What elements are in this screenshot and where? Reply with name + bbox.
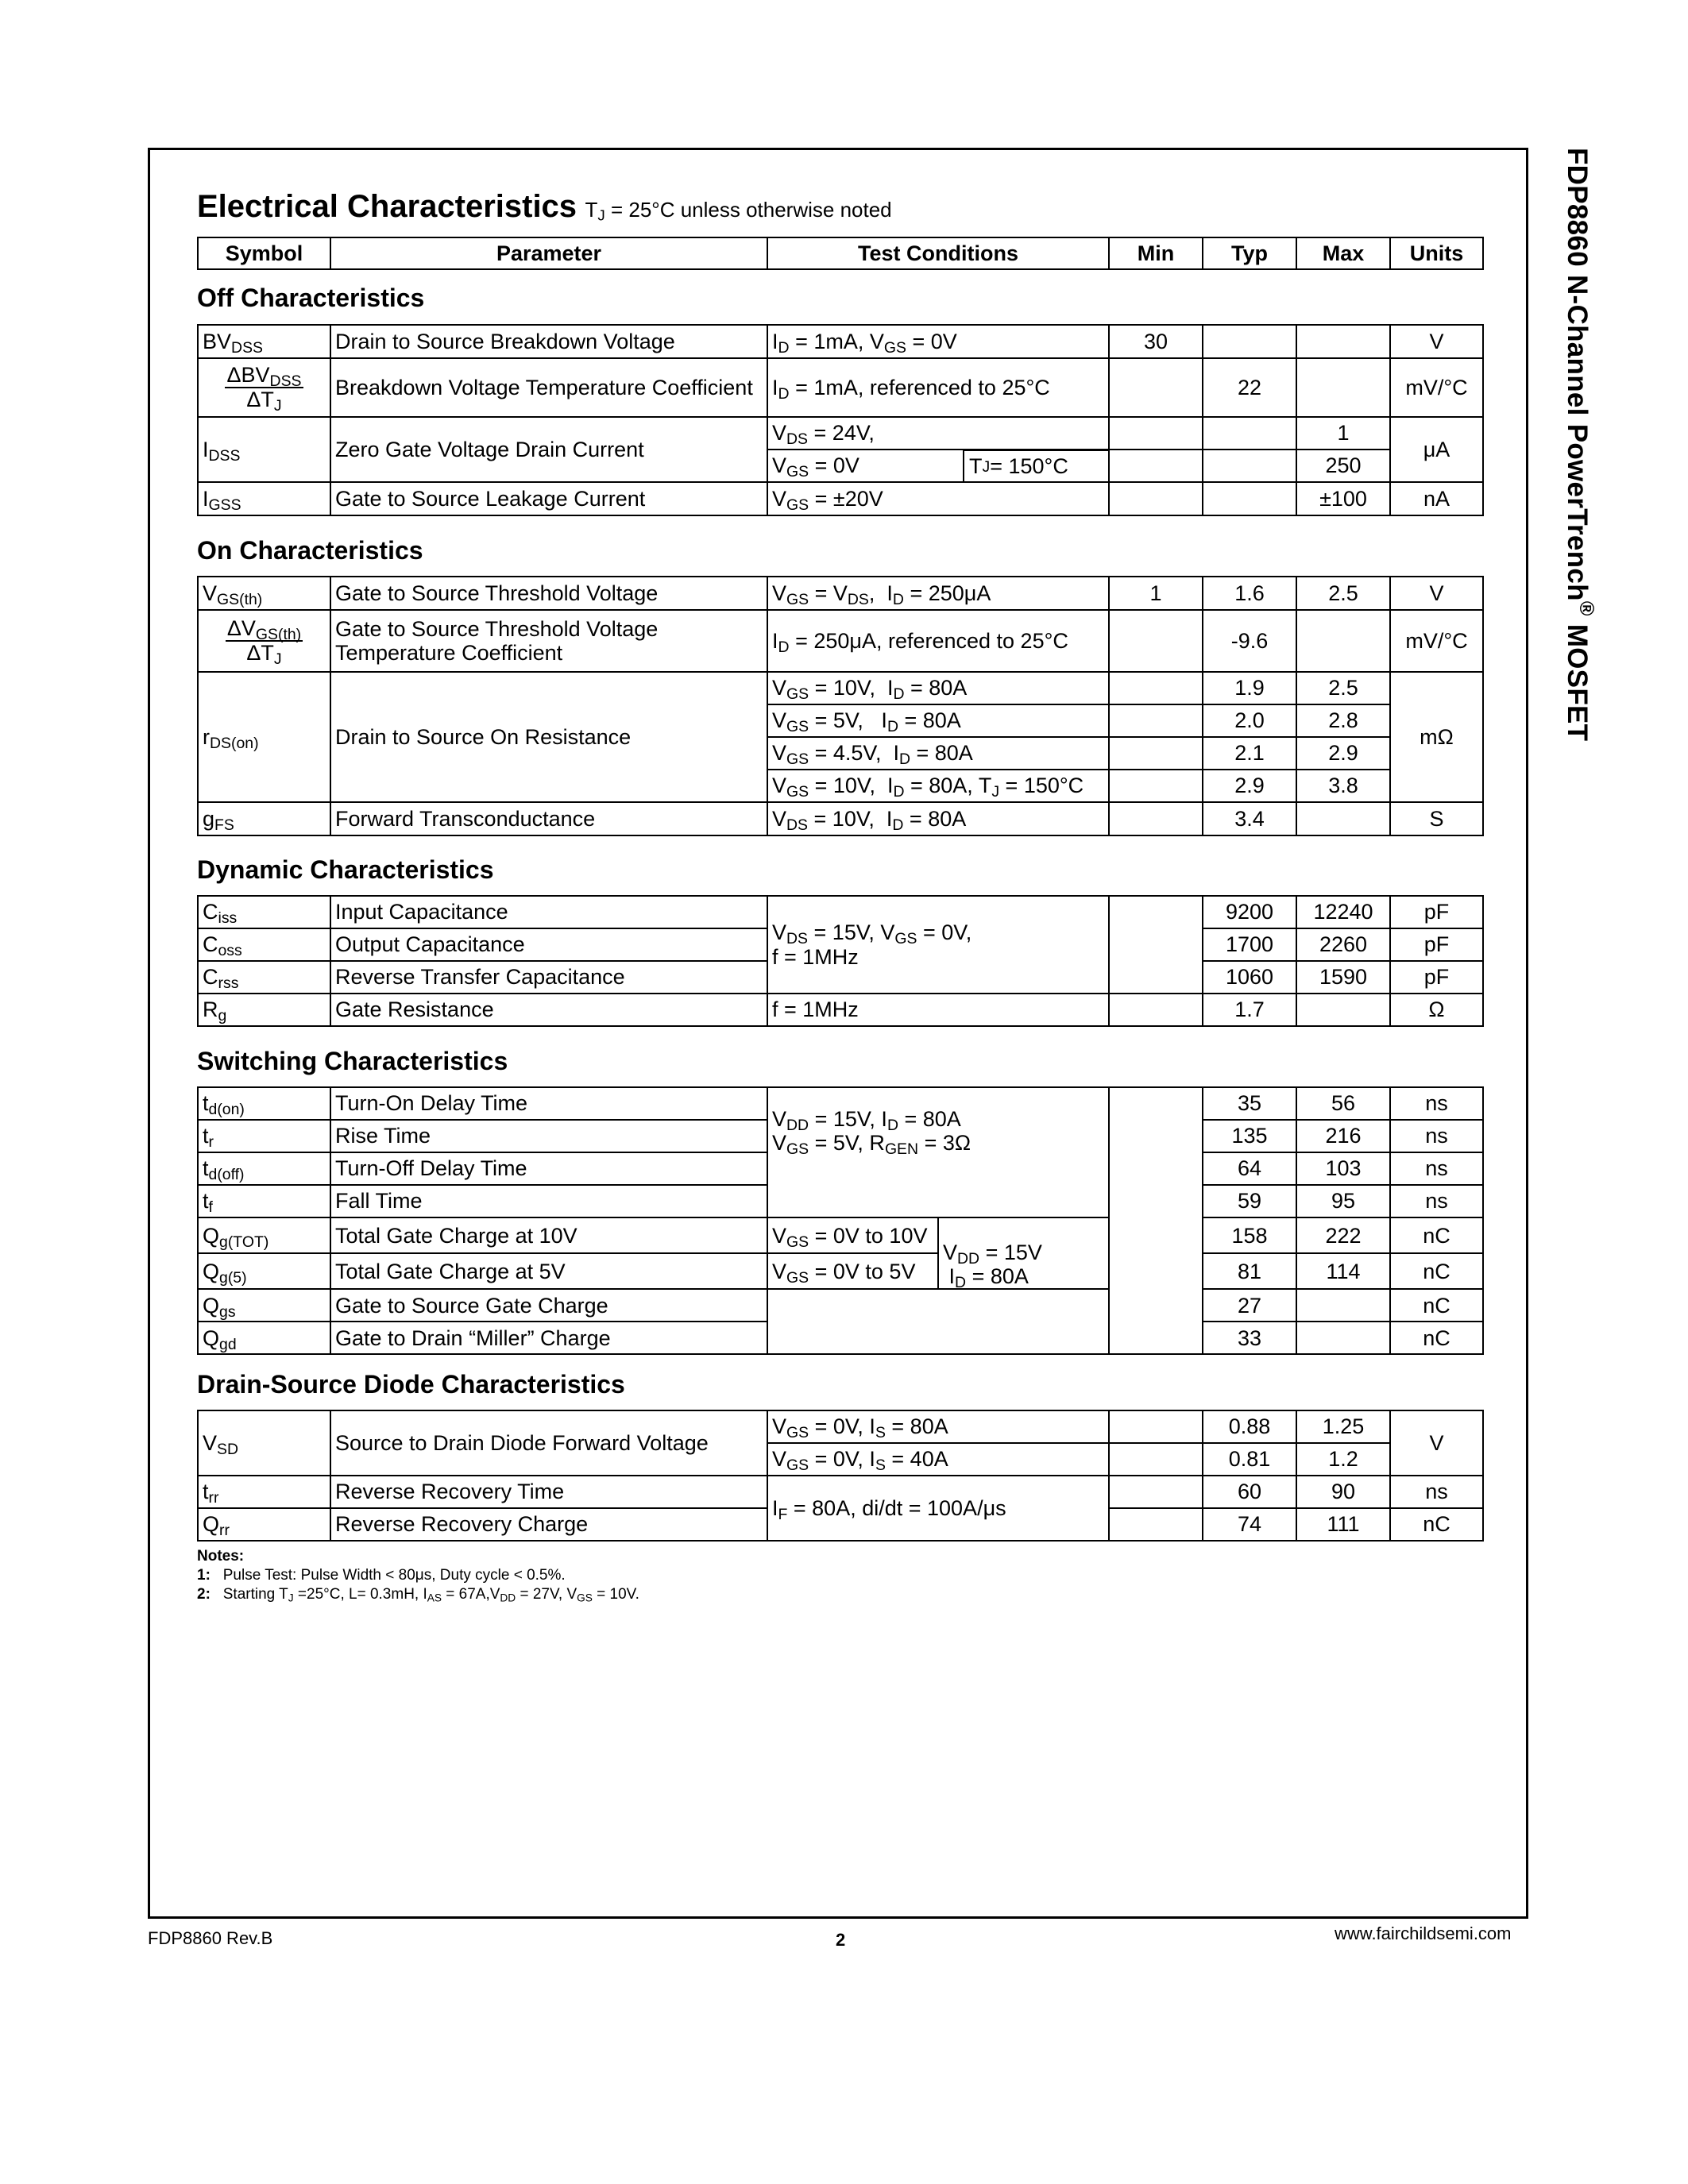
symbol-rdson: $r_{DS(on)}$ <box>198 672 330 802</box>
cond-qgtot: $V_{GS} = 0V$ to 10V <box>767 1217 938 1253</box>
param-crss: Reverse Transfer Capacitance <box>330 961 767 994</box>
symbol-tdon: $t_{d(on)}$ <box>198 1087 330 1120</box>
typ-qgd: 33 <box>1203 1322 1296 1354</box>
typ-tdoff: 64 <box>1203 1152 1296 1185</box>
min-rdson-2 <box>1109 704 1203 737</box>
max-qgd <box>1296 1322 1390 1354</box>
table-row <box>198 482 1483 515</box>
cond-idss-b-tj: T J = 150°C <box>963 450 1108 482</box>
max-qgs <box>1296 1289 1390 1322</box>
max-tdoff: 103 <box>1296 1152 1390 1185</box>
symbol-vgsth: $V_{GS(th)}$ <box>198 577 330 610</box>
units-coss: pF <box>1390 928 1483 961</box>
max-rdson-2: 2.8 <box>1296 704 1390 737</box>
section-diode-title: Drain-Source Diode Characteristics <box>197 1370 625 1399</box>
units-vgsth: V <box>1390 577 1483 610</box>
param-qgd: Gate to Drain “Miller” Charge <box>330 1322 767 1354</box>
param-coss: Output Capacitance <box>330 928 767 961</box>
max-gfs <box>1296 802 1390 835</box>
param-trr: Reverse Recovery Time <box>330 1476 767 1508</box>
units-idss: μA <box>1390 417 1483 482</box>
units-gfs: S <box>1390 802 1483 835</box>
note-item <box>197 1566 639 1585</box>
table-row <box>198 802 1483 835</box>
units-qgs: nC <box>1390 1289 1483 1322</box>
max-tr: 216 <box>1296 1120 1390 1152</box>
symbol-qg5: $Q_{g(5)}$ <box>198 1253 330 1289</box>
max-rdson-3: 2.9 <box>1296 737 1390 770</box>
max-ciss: 12240 <box>1296 896 1390 928</box>
max-trr: 90 <box>1296 1476 1390 1508</box>
max-vsd-2: 1.2 <box>1296 1443 1390 1476</box>
max-qg5: 114 <box>1296 1253 1390 1289</box>
col-max: Max <box>1296 237 1390 269</box>
max-crss: 1590 <box>1296 961 1390 994</box>
symbol-crss: $C_{rss}$ <box>198 961 330 994</box>
side-title-text: FDP8860 N-Channel PowerTrench® MOSFET <box>1562 148 1598 742</box>
units-crss: pF <box>1390 961 1483 994</box>
symbol-qgd: $Q_{gd}$ <box>198 1322 330 1354</box>
typ-vsd-2: 0.81 <box>1203 1443 1296 1476</box>
cond-dvgsth: $I_D = 250\mu A$, referenced to 25°C <box>767 610 1109 672</box>
symbol-rg: $R_g$ <box>198 994 330 1026</box>
section-switching-title: Switching Characteristics <box>197 1047 508 1075</box>
param-bvdss: Drain to Source Breakdown Voltage <box>330 325 767 358</box>
typ-idss-b <box>1203 450 1296 482</box>
table-row <box>198 1087 1483 1120</box>
param-qg5: Total Gate Charge at 5V <box>330 1253 767 1289</box>
cond-capacitance: $V_{DS} = 15V$, $V_{GS} = 0V$, f = 1MHz <box>767 896 1109 994</box>
min-bvdss: 30 <box>1109 325 1203 358</box>
note-text: Pulse Test: Pulse Width < 80μs, Duty cycle < 0.5%. <box>222 1567 566 1584</box>
symbol-tr: $t_r$ <box>198 1120 330 1152</box>
typ-vsd-1: 0.88 <box>1203 1410 1296 1443</box>
cond-rdson-1: $V_{GS} = 10V$, $I_D = 80A$ <box>767 672 1109 704</box>
table-row <box>198 610 1483 672</box>
dynamic-table <box>197 895 1484 1027</box>
units-tdoff: ns <box>1390 1152 1483 1185</box>
min-gfs <box>1109 802 1203 835</box>
units-qg5: nC <box>1390 1253 1483 1289</box>
switching-table <box>197 1086 1484 1355</box>
typ-qrr: 74 <box>1203 1508 1296 1541</box>
units-dbvdss: mV/°C <box>1390 358 1483 417</box>
param-rg: Gate Resistance <box>330 994 767 1026</box>
typ-rdson-1: 1.9 <box>1203 672 1296 704</box>
table-row <box>198 417 1483 450</box>
off-table <box>197 324 1484 516</box>
max-tdon: 56 <box>1296 1087 1390 1120</box>
param-qgs: Gate to Source Gate Charge <box>330 1289 767 1322</box>
typ-rdson-4: 2.9 <box>1203 770 1296 802</box>
cond-idss-b-vgs: $V_{GS} = 0V$ <box>772 453 859 481</box>
typ-dbvdss: 22 <box>1203 358 1296 417</box>
units-tr: ns <box>1390 1120 1483 1152</box>
cond-charge-empty <box>767 1289 1109 1354</box>
table-row <box>198 358 1483 417</box>
typ-gfs: 3.4 <box>1203 802 1296 835</box>
symbol-vsd: $V_{SD}$ <box>198 1410 330 1476</box>
col-typ: Typ <box>1203 237 1296 269</box>
min-vsd-2 <box>1109 1443 1203 1476</box>
max-tf: 95 <box>1296 1185 1390 1217</box>
max-rdson-1: 2.5 <box>1296 672 1390 704</box>
symbol-igss: $I_{GSS}$ <box>198 482 330 515</box>
col-parameter: Parameter <box>330 237 767 269</box>
typ-tdon: 35 <box>1203 1087 1296 1120</box>
min-capacitance <box>1109 896 1203 994</box>
cond-vsd-2: $V_{GS} = 0V$, $I_S = 40A$ <box>767 1443 1109 1476</box>
param-igss: Gate to Source Leakage Current <box>330 482 767 515</box>
max-rdson-4: 3.8 <box>1296 770 1390 802</box>
cond-idss-b <box>767 450 1109 482</box>
cond-timing: $V_{DD} = 15V$, $I_D = 80A$ $V_{GS} = 5V$, $R_{GEN} = 3\Omega$ <box>767 1087 1109 1217</box>
typ-tr: 135 <box>1203 1120 1296 1152</box>
max-bvdss <box>1296 325 1390 358</box>
symbol-tf: $t_f$ <box>198 1185 330 1217</box>
cond-vgsth: $V_{GS} = V_{DS}$, $I_D = 250\mu A$ <box>767 577 1109 610</box>
notes-title: Notes: <box>197 1548 245 1565</box>
typ-rdson-2: 2.0 <box>1203 704 1296 737</box>
param-dbvdss: Breakdown Voltage Temperature Coefficient <box>330 358 767 417</box>
main-heading <box>197 189 892 225</box>
units-igss: nA <box>1390 482 1483 515</box>
column-header-table <box>197 237 1484 270</box>
typ-trr: 60 <box>1203 1476 1296 1508</box>
symbol-qgs: $Q_{gs}$ <box>198 1289 330 1322</box>
units-bvdss: V <box>1390 325 1483 358</box>
units-qgtot: nC <box>1390 1217 1483 1253</box>
param-vgsth: Gate to Source Threshold Voltage <box>330 577 767 610</box>
min-rg <box>1109 994 1203 1026</box>
table-row <box>198 896 1483 928</box>
heading-condition: $T_J = 25^\circ C$ unless otherwise noted <box>585 198 892 224</box>
registered-mark: ® <box>1575 600 1598 616</box>
typ-crss: 1060 <box>1203 961 1296 994</box>
col-min: Min <box>1109 237 1203 269</box>
col-conditions: Test Conditions <box>767 237 1109 269</box>
min-rdson-1 <box>1109 672 1203 704</box>
units-trr: ns <box>1390 1476 1483 1508</box>
cond-gfs: $V_{DS} = 10V$, $I_D = 80A$ <box>767 802 1109 835</box>
typ-tf: 59 <box>1203 1185 1296 1217</box>
max-dvgsth <box>1296 610 1390 672</box>
min-dbvdss <box>1109 358 1203 417</box>
param-gfs: Forward Transconductance <box>330 802 767 835</box>
footer-revision: FDP8860 Rev.B <box>148 1928 273 1948</box>
typ-bvdss <box>1203 325 1296 358</box>
max-dbvdss <box>1296 358 1390 417</box>
units-vsd: V <box>1390 1410 1483 1476</box>
symbol-tdoff: $t_{d(off)}$ <box>198 1152 330 1185</box>
typ-coss: 1700 <box>1203 928 1296 961</box>
units-tdon: ns <box>1390 1087 1483 1120</box>
units-dvgsth: mV/°C <box>1390 610 1483 672</box>
typ-rg: 1.7 <box>1203 994 1296 1026</box>
typ-vgsth: 1.6 <box>1203 577 1296 610</box>
heading-title: Electrical Characteristics <box>197 189 577 224</box>
col-symbol: Symbol <box>198 237 330 269</box>
on-table <box>197 576 1484 836</box>
table-row <box>198 325 1483 358</box>
max-idss-a: 1 <box>1296 417 1390 450</box>
symbol-trr: $t_{rr}$ <box>198 1476 330 1508</box>
section-dynamic-title: Dynamic Characteristics <box>197 855 494 884</box>
column-header-row <box>198 237 1483 269</box>
max-rg <box>1296 994 1390 1026</box>
footer-page-number: 2 <box>836 1930 846 1950</box>
param-idss: Zero Gate Voltage Drain Current <box>330 417 767 482</box>
min-igss <box>1109 482 1203 515</box>
max-igss: ±100 <box>1296 482 1390 515</box>
min-rdson-3 <box>1109 737 1203 770</box>
typ-qg5: 81 <box>1203 1253 1296 1289</box>
param-dvgsth: Gate to Source Threshold Voltage Temperature Coefficient <box>330 610 767 672</box>
typ-ciss: 9200 <box>1203 896 1296 928</box>
symbol-bvdss: $BV_{DSS}$ <box>198 325 330 358</box>
cond-charge: $V_{DD} = 15V$ $I_D = 80A$ <box>938 1217 1109 1289</box>
note-number: 2: <box>197 1586 211 1603</box>
symbol-ciss: $C_{iss}$ <box>198 896 330 928</box>
section-off-title: Off Characteristics <box>197 284 425 312</box>
cond-rdson-3: $V_{GS} = 4.5V$, $I_D = 80A$ <box>767 737 1109 770</box>
min-idss-a <box>1109 417 1203 450</box>
table-row <box>198 1410 1483 1443</box>
cond-igss: $V_{GS} = \pm 20V$ <box>767 482 1109 515</box>
typ-idss-a <box>1203 417 1296 450</box>
symbol-dvgsth: $\frac{\Delta V_{GS(th)}}{\Delta T_J}$ <box>198 610 330 672</box>
diode-table <box>197 1410 1484 1542</box>
max-vsd-1: 1.25 <box>1296 1410 1390 1443</box>
min-idss-b <box>1109 450 1203 482</box>
param-ciss: Input Capacitance <box>330 896 767 928</box>
max-qgtot: 222 <box>1296 1217 1390 1253</box>
max-vgsth: 2.5 <box>1296 577 1390 610</box>
max-idss-b: 250 <box>1296 450 1390 482</box>
min-qrr <box>1109 1508 1203 1541</box>
table-row <box>198 672 1483 704</box>
symbol-qgtot: $Q_{g(TOT)}$ <box>198 1217 330 1253</box>
col-units: Units <box>1390 237 1483 269</box>
min-vgsth: 1 <box>1109 577 1203 610</box>
max-qrr: 111 <box>1296 1508 1390 1541</box>
typ-rdson-3: 2.1 <box>1203 737 1296 770</box>
units-qgd: nC <box>1390 1322 1483 1354</box>
cond-dbvdss: $I_D = 1mA$, referenced to 25°C <box>767 358 1109 417</box>
units-tf: ns <box>1390 1185 1483 1217</box>
typ-dvgsth: -9.6 <box>1203 610 1296 672</box>
param-rdson: Drain to Source On Resistance <box>330 672 767 802</box>
param-qgtot: Total Gate Charge at 10V <box>330 1217 767 1253</box>
units-ciss: pF <box>1390 896 1483 928</box>
note-item <box>197 1585 639 1604</box>
min-vsd-1 <box>1109 1410 1203 1443</box>
table-row <box>198 577 1483 610</box>
units-qrr: nC <box>1390 1508 1483 1541</box>
typ-igss <box>1203 482 1296 515</box>
param-qrr: Reverse Recovery Charge <box>330 1508 767 1541</box>
notes <box>197 1547 639 1604</box>
cond-rg: f = 1MHz <box>767 994 1109 1026</box>
min-trr <box>1109 1476 1203 1508</box>
symbol-qrr: $Q_{rr}$ <box>198 1508 330 1541</box>
cond-idss-a: $V_{DS} = 24V$, <box>767 417 1109 450</box>
cond-recovery: $I_F = 80A$, di/dt = 100A/μs <box>767 1476 1109 1541</box>
param-tf: Fall Time <box>330 1185 767 1217</box>
table-row <box>198 1289 1483 1322</box>
min-rdson-4 <box>1109 770 1203 802</box>
param-vsd: Source to Drain Diode Forward Voltage <box>330 1410 767 1476</box>
units-rg: Ω <box>1390 994 1483 1026</box>
note-number: 1: <box>197 1567 211 1584</box>
typ-qgtot: 158 <box>1203 1217 1296 1253</box>
param-tdon: Turn-On Delay Time <box>330 1087 767 1120</box>
cond-rdson-4: $V_{GS} = 10V$, $I_D = 80A$, $T_J = 150^\circ C$ <box>767 770 1109 802</box>
section-on-title: On Characteristics <box>197 536 423 565</box>
cond-rdson-2: $V_{GS} = 5V$, $I_D = 80A$ <box>767 704 1109 737</box>
note-text: Starting $T_J =25^\circ C$, L= 0.3mH, $I_{AS} = 67A,V_{DD} = 27V$, $V_{GS} = 10V$. <box>222 1586 639 1604</box>
param-tr: Rise Time <box>330 1120 767 1152</box>
min-dvgsth <box>1109 610 1203 672</box>
cond-vsd-1: $V_{GS} = 0V$, $I_S = 80A$ <box>767 1410 1109 1443</box>
table-row <box>198 1253 1483 1289</box>
cond-qg5: $V_{GS} = 0V$ to 5V <box>767 1253 938 1289</box>
max-coss: 2260 <box>1296 928 1390 961</box>
param-tdoff: Turn-Off Delay Time <box>330 1152 767 1185</box>
symbol-coss: $C_{oss}$ <box>198 928 330 961</box>
table-row <box>198 1217 1483 1253</box>
table-row <box>198 1476 1483 1508</box>
typ-qgs: 27 <box>1203 1289 1296 1322</box>
symbol-idss: $I_{DSS}$ <box>198 417 330 482</box>
units-rdson: mΩ <box>1390 672 1483 802</box>
symbol-dbvdss: $\frac{\Delta BV_{DSS}}{\Delta T_J}$ <box>198 358 330 417</box>
table-row <box>198 994 1483 1026</box>
cond-bvdss: $I_D = 1mA$, $V_{GS} = 0V$ <box>767 325 1109 358</box>
symbol-gfs: $g_{FS}$ <box>198 802 330 835</box>
footer-website: www.fairchildsemi.com <box>1335 1924 1512 1943</box>
min-switching <box>1109 1087 1203 1354</box>
